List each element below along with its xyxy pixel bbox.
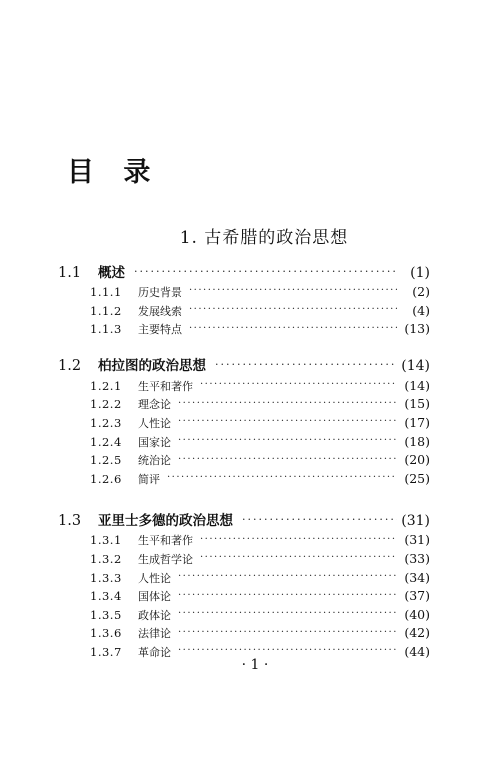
dot-leader: [178, 397, 397, 409]
entry-title: 生成哲学论: [138, 552, 193, 566]
toc-entry[interactable]: [58, 283, 430, 302]
entry-page: (15): [404, 396, 430, 412]
entry-title: 理念论: [138, 398, 171, 412]
entry-number: 1.3.1: [90, 533, 122, 548]
entry-page: (20): [404, 452, 430, 468]
dot-leader: [178, 434, 397, 446]
dot-leader: [189, 303, 397, 315]
section-title: 柏拉图的政治思想: [98, 358, 206, 375]
toc-entry[interactable]: [58, 414, 430, 433]
toc-section-row[interactable]: [58, 262, 430, 283]
toc-section-1-1: [58, 262, 430, 339]
toc-entry[interactable]: [58, 624, 430, 643]
entry-page: (37): [404, 588, 430, 604]
section-title: 概述: [98, 264, 125, 281]
dot-leader: [178, 626, 397, 638]
toc-entry[interactable]: [58, 395, 430, 414]
toc-section-row[interactable]: [58, 356, 430, 377]
section-number: 1.3: [58, 512, 82, 529]
entry-number: 1.3.2: [90, 551, 122, 566]
dot-leader: [200, 378, 397, 390]
dot-leader: [178, 570, 397, 582]
toc-entry[interactable]: [58, 531, 430, 550]
entry-number: 1.1.3: [90, 322, 122, 337]
entry-page: (33): [404, 550, 430, 566]
entry-page: (31): [404, 532, 430, 548]
entry-page: (44): [404, 643, 430, 659]
entry-title: 国家论: [138, 435, 171, 449]
page-number: · 1 ·: [241, 657, 269, 673]
entry-number: 1.2.3: [90, 415, 122, 430]
entry-number: 1.2.2: [90, 397, 122, 412]
dot-leader: [189, 285, 397, 297]
entry-number: 1.3.6: [90, 626, 122, 641]
dot-leader: [178, 589, 397, 601]
entry-number: 1.2.4: [90, 434, 122, 449]
section-page: (31): [401, 512, 430, 529]
entry-title: 人性论: [138, 416, 171, 430]
entry-number: 1.2.1: [90, 378, 122, 393]
entry-title: 法律论: [138, 627, 171, 641]
entry-page: (4): [412, 302, 430, 318]
toc-entry[interactable]: [58, 377, 430, 396]
entry-number: 1.1.1: [90, 285, 122, 299]
entry-title: 政体论: [138, 608, 171, 622]
toc-entry[interactable]: [58, 550, 430, 569]
entry-title: 发展线索: [138, 304, 182, 318]
toc-section-1-3: [58, 510, 430, 661]
entry-number: 1.3.5: [90, 607, 122, 622]
toc-section-1-2: [58, 356, 430, 489]
entry-page: (14): [404, 377, 430, 393]
entry-title: 革命论: [138, 645, 171, 659]
toc-entry[interactable]: [58, 587, 430, 606]
dot-leader: [178, 644, 397, 656]
dot-leader: [189, 322, 397, 334]
dot-leader: [215, 356, 397, 371]
chapter-title: 1. 古希腊的政治思想: [179, 228, 349, 248]
dot-leader: [167, 471, 397, 483]
toc-entry[interactable]: [58, 302, 430, 321]
entry-number: 1.2.6: [90, 471, 122, 486]
dot-leader: [178, 607, 397, 619]
toc-entry[interactable]: [58, 451, 430, 470]
dot-leader: [200, 533, 397, 545]
toc-entry[interactable]: [58, 606, 430, 625]
table-of-contents: [58, 262, 430, 662]
entry-number: 1.2.5: [90, 453, 122, 468]
section-page: (14): [401, 358, 430, 375]
entry-page: (25): [404, 470, 430, 486]
dot-leader: [242, 510, 397, 525]
toc-entry[interactable]: [58, 320, 430, 339]
entry-page: (18): [404, 433, 430, 449]
entry-title: 人性论: [138, 571, 171, 585]
dot-leader: [200, 551, 397, 563]
entry-page: (42): [404, 625, 430, 641]
section-page: (1): [410, 264, 430, 281]
entry-title: 生平和著作: [138, 534, 193, 548]
entry-title: 生平和著作: [138, 379, 193, 393]
entry-number: 1.3.3: [90, 570, 122, 585]
entry-title: 国体论: [138, 590, 171, 604]
toc-entry[interactable]: [58, 433, 430, 452]
dot-leader: [178, 415, 397, 427]
entry-page: (13): [404, 321, 430, 337]
dot-leader: [178, 453, 397, 465]
entry-page: (40): [404, 606, 430, 622]
entry-title: 简评: [138, 472, 160, 486]
dot-leader: [134, 262, 397, 277]
toc-entry[interactable]: [58, 470, 430, 489]
entry-number: 1.3.7: [90, 644, 122, 659]
section-title: 亚里士多德的政治思想: [98, 512, 233, 529]
entry-page: (2): [412, 284, 430, 299]
page-title: 目 录: [67, 157, 161, 188]
entry-title: 历史背景: [138, 286, 182, 299]
entry-number: 1.1.2: [90, 303, 122, 318]
entry-page: (34): [404, 569, 430, 585]
entry-title: 统治论: [138, 454, 171, 468]
toc-entry[interactable]: [58, 569, 430, 588]
section-number: 1.2: [58, 358, 82, 375]
entry-number: 1.3.4: [90, 589, 122, 604]
entry-title: 主要特点: [138, 323, 182, 337]
toc-section-row[interactable]: [58, 510, 430, 531]
section-number: 1.1: [58, 264, 82, 281]
entry-page: (17): [404, 414, 430, 430]
